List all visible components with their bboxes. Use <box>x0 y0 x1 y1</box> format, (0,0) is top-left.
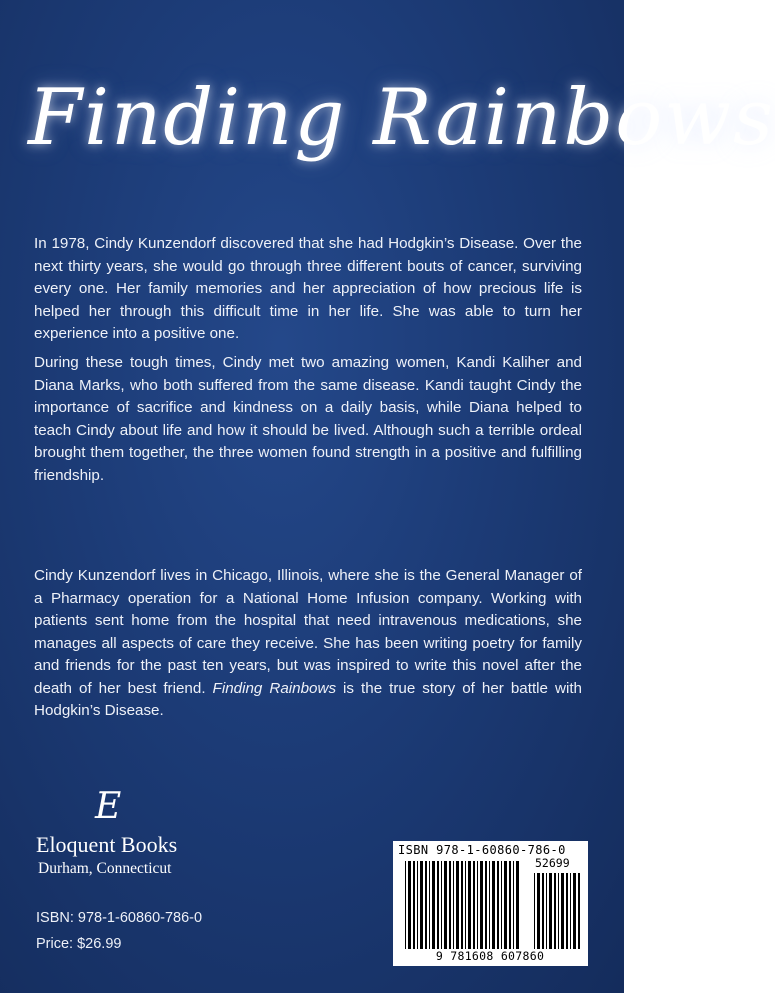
isbn-line: ISBN: 978-1-60860-786-0 <box>36 910 203 926</box>
cover-title: Finding Rainbows <box>28 73 775 163</box>
barcode-box <box>393 841 588 966</box>
author-bio-text-end: is the true story of her battle with Hodgkin’s Disease. <box>34 679 583 719</box>
description-paragraph-2: During these tough times, Cindy met two amazing women, Kandi Kaliher and Diana Marks, who both suffered from the same disease. Kandi taught Cindy the importance of sacrifice and kindness on a daily basis, while Diana helped to teach Cindy about life and how it should be lived. Although such a terrible ordeal brought them together, the three women found strength in a positive and fulfilling friendship. <box>34 354 582 484</box>
author-bio-text: Cindy Kunzendorf lives in Chicago, Illinois, where she is the General Manager of a Pharmacy operation for a National Home Infusion company. Working with patients sent home from the hospital that need intravenous medications, she manages all aspects of care they receive. She has been writing poetry for family and friends for the past ten years, but was inspired to write this novel after the death of her best friend. <box>34 567 582 697</box>
price-line: Price: $26.99 <box>36 936 122 952</box>
author-bio-book-title: Finding Rainbows <box>212 679 337 697</box>
author-bio <box>34 565 582 723</box>
barcode-digits: 9 781608 607860 <box>435 949 545 963</box>
publisher-city: Durham, Connecticut <box>38 860 172 877</box>
barcode-isbn-text: ISBN 978-1-60860-786-0 <box>398 843 566 857</box>
publisher-logo-icon: E <box>95 786 122 827</box>
description-paragraph-1: In 1978, Cindy Kunzendorf discovered that she had Hodgkin’s Disease. Over the next thirty years, she would go through three different bouts of cancer, surviving every one. Her family memories and her appreciation of how precious life is helped her through this difficult time in her life. She was able to turn her experience into a positive one. <box>34 235 582 342</box>
barcode-addon-digits: 52699 <box>535 856 570 870</box>
publisher-name: Eloquent Books <box>36 832 178 857</box>
